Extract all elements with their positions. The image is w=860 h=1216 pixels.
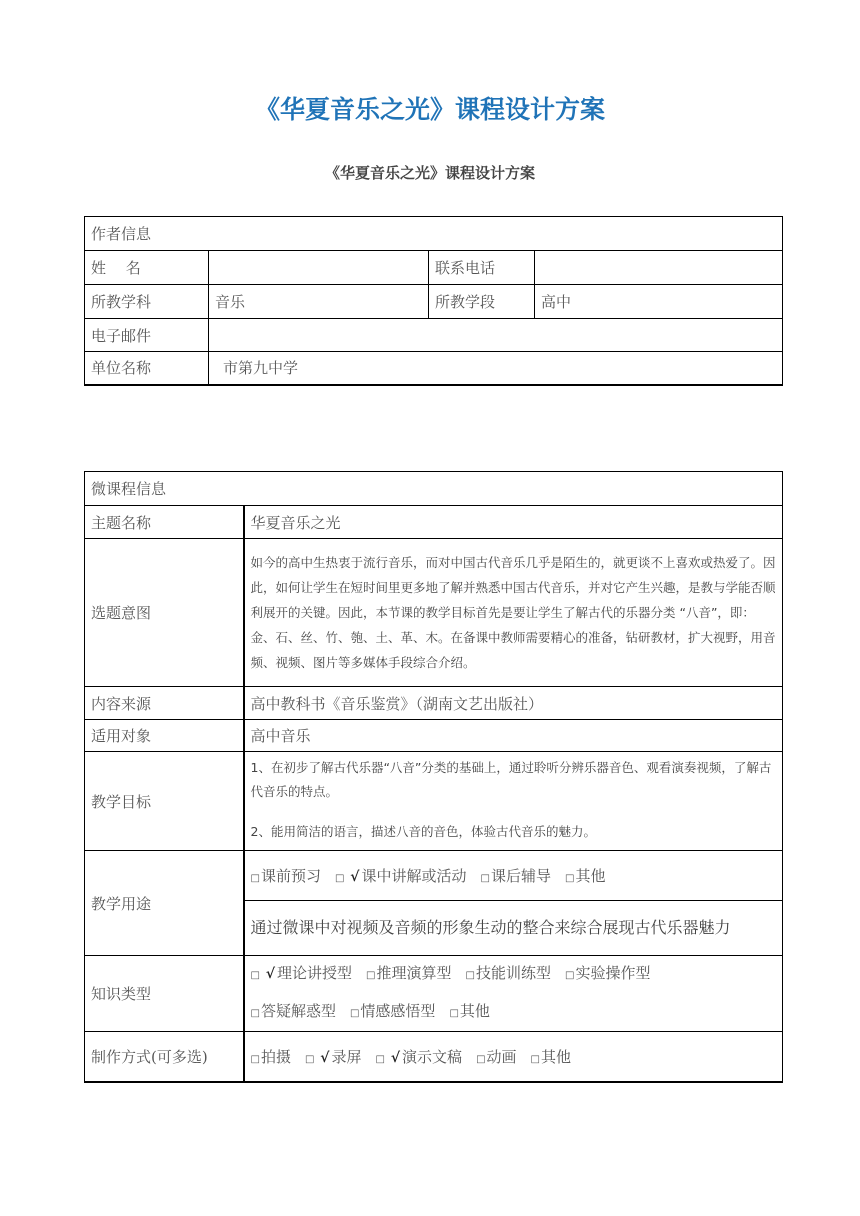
- org-value: 市第九中学: [209, 352, 783, 385]
- usage-option-2[interactable]: [335, 867, 467, 885]
- checkbox-icon[interactable]: □: [564, 970, 575, 981]
- checkmark-icon: √: [345, 869, 360, 885]
- phone-label: 联系电话: [429, 251, 535, 285]
- usage-option-label: 课后辅导: [490, 867, 551, 885]
- usage-option-3[interactable]: [481, 867, 551, 885]
- checkmark-icon: √: [315, 1049, 330, 1066]
- method-option-label: 其他: [540, 1047, 571, 1066]
- email-label: 电子邮件: [85, 319, 209, 352]
- knowledge-option-3[interactable]: [449, 1002, 489, 1020]
- checkbox-icon[interactable]: □: [250, 873, 260, 884]
- topic-label: 主题名称: [85, 506, 244, 539]
- method-options: [244, 1032, 783, 1082]
- method-option-label: 录屏: [331, 1047, 362, 1066]
- method-option-3[interactable]: [376, 1048, 463, 1066]
- method-option-4[interactable]: [476, 1048, 516, 1066]
- phone-field[interactable]: [535, 251, 783, 285]
- checkbox-icon[interactable]: □: [334, 873, 345, 884]
- checkmark-icon: √: [385, 1049, 401, 1066]
- checkbox-icon[interactable]: □: [564, 873, 575, 884]
- checkbox-icon[interactable]: □: [530, 1053, 540, 1065]
- checkmark-icon: √: [260, 966, 276, 982]
- knowledge-option-3[interactable]: [466, 964, 551, 982]
- knowledge-option-1[interactable]: [251, 1002, 336, 1020]
- knowledge-option-2[interactable]: [350, 1002, 435, 1020]
- author-info-header: 作者信息: [85, 217, 783, 251]
- usage-option-label: 其他: [575, 867, 606, 885]
- usage-description: 通过微课中对视频及音频的形象生动的整合来综合展现古代乐器魅力: [250, 918, 731, 937]
- source-value: 高中教科书《音乐鉴赏》（湖南文艺出版社）: [244, 687, 783, 720]
- checkbox-icon[interactable]: □: [449, 1008, 459, 1019]
- document-subtitle: 《华夏音乐之光》课程设计方案: [324, 164, 535, 182]
- usage-option-label: 课中讲解或活动: [361, 867, 467, 885]
- knowledge-option-4[interactable]: [565, 964, 650, 982]
- goal-label: 教学目标: [85, 752, 244, 851]
- knowledge-options-row1: [251, 962, 777, 1000]
- stage-value: 高中: [535, 285, 783, 319]
- name-field[interactable]: [209, 251, 429, 285]
- checkbox-icon[interactable]: □: [349, 1008, 360, 1019]
- method-option-1[interactable]: [251, 1048, 291, 1066]
- knowledge-label: 知识类型: [85, 956, 244, 1032]
- org-label: 单位名称: [85, 352, 209, 385]
- knowledge-option-label: 理论讲授型: [277, 964, 353, 982]
- intent-label: 选题意图: [85, 539, 244, 687]
- subject-label: 所教学科: [85, 285, 209, 319]
- method-option-label: 演示文稿: [402, 1047, 463, 1066]
- usage-label: 教学用途: [85, 851, 244, 956]
- usage-option-label: 课前预习: [260, 867, 321, 885]
- intent-text: 如今的高中生热衷于流行音乐，而对中国古代音乐几乎是陌生的，就更谈不上喜欢或热爱了。因此，如何让学生在短时间里更多地了解并熟悉中国古代音乐，并对它产生兴趣，是教与学能否顺利展开的关键。因此，本节课的教学目标首先是要让学生了解古代的乐器分类 “八音”，即：金、石、丝、竹、匏、土、革、木。在备课中教师需要精心的准备，钻研教材，扩大视野，用音频、视频、图片等多媒体手段综合介绍。: [250, 555, 776, 670]
- knowledge-option-label: 其他: [459, 1002, 490, 1020]
- method-option-label: 拍摄: [260, 1047, 291, 1066]
- checkbox-icon[interactable]: □: [375, 1053, 385, 1065]
- email-field[interactable]: [209, 319, 783, 352]
- checkbox-icon[interactable]: □: [366, 970, 376, 981]
- checkbox-icon[interactable]: □: [250, 1008, 260, 1019]
- method-label: 制作方式(可多选): [85, 1032, 244, 1082]
- knowledge-option-2[interactable]: [366, 964, 451, 982]
- stage-label: 所教学段: [429, 285, 535, 319]
- checkbox-icon[interactable]: □: [480, 873, 490, 884]
- knowledge-option-label: 推理演算型: [376, 964, 452, 982]
- checkbox-icon[interactable]: □: [476, 1053, 486, 1065]
- checkbox-icon[interactable]: □: [250, 970, 260, 981]
- knowledge-option-label: 答疑解惑型: [260, 1002, 336, 1020]
- checkbox-icon[interactable]: □: [304, 1053, 315, 1065]
- method-option-label: 动画: [486, 1047, 517, 1066]
- usage-option-4[interactable]: [565, 867, 605, 885]
- method-option-5[interactable]: [531, 1048, 571, 1066]
- usage-options: [244, 851, 783, 901]
- course-info-header: 微课程信息: [85, 472, 783, 506]
- checkbox-icon[interactable]: □: [250, 1053, 260, 1065]
- usage-option-1[interactable]: [251, 867, 321, 885]
- name-label: 姓 名: [85, 251, 209, 285]
- course-info-table: [84, 471, 783, 1083]
- goal-item-2: 2、能用简洁的语言，描述八音的音色，体验古代音乐的魅力。: [250, 824, 596, 839]
- subject-value: 音乐: [209, 285, 429, 319]
- goal-item-1: 1、在初步了解古代乐器“八音”分类的基础上，通过聆听分辨乐器音色、观看演奏视频，了解古代音乐的特点。: [250, 760, 772, 799]
- audience-value: 高中音乐: [244, 720, 783, 752]
- knowledge-option-1[interactable]: [251, 964, 353, 982]
- author-info-table: [84, 216, 783, 386]
- knowledge-option-label: 技能训练型: [475, 964, 551, 982]
- document-title: 《华夏音乐之光》课程设计方案: [254, 95, 605, 124]
- knowledge-option-label: 情感感悟型: [360, 1002, 436, 1020]
- knowledge-options-row2: [251, 1000, 777, 1021]
- method-option-2[interactable]: [305, 1048, 362, 1066]
- checkbox-icon[interactable]: □: [465, 970, 475, 981]
- topic-value: 华夏音乐之光: [244, 506, 783, 539]
- knowledge-option-label: 实验操作型: [575, 964, 651, 982]
- source-label: 内容来源: [85, 687, 244, 720]
- audience-label: 适用对象: [85, 720, 244, 752]
